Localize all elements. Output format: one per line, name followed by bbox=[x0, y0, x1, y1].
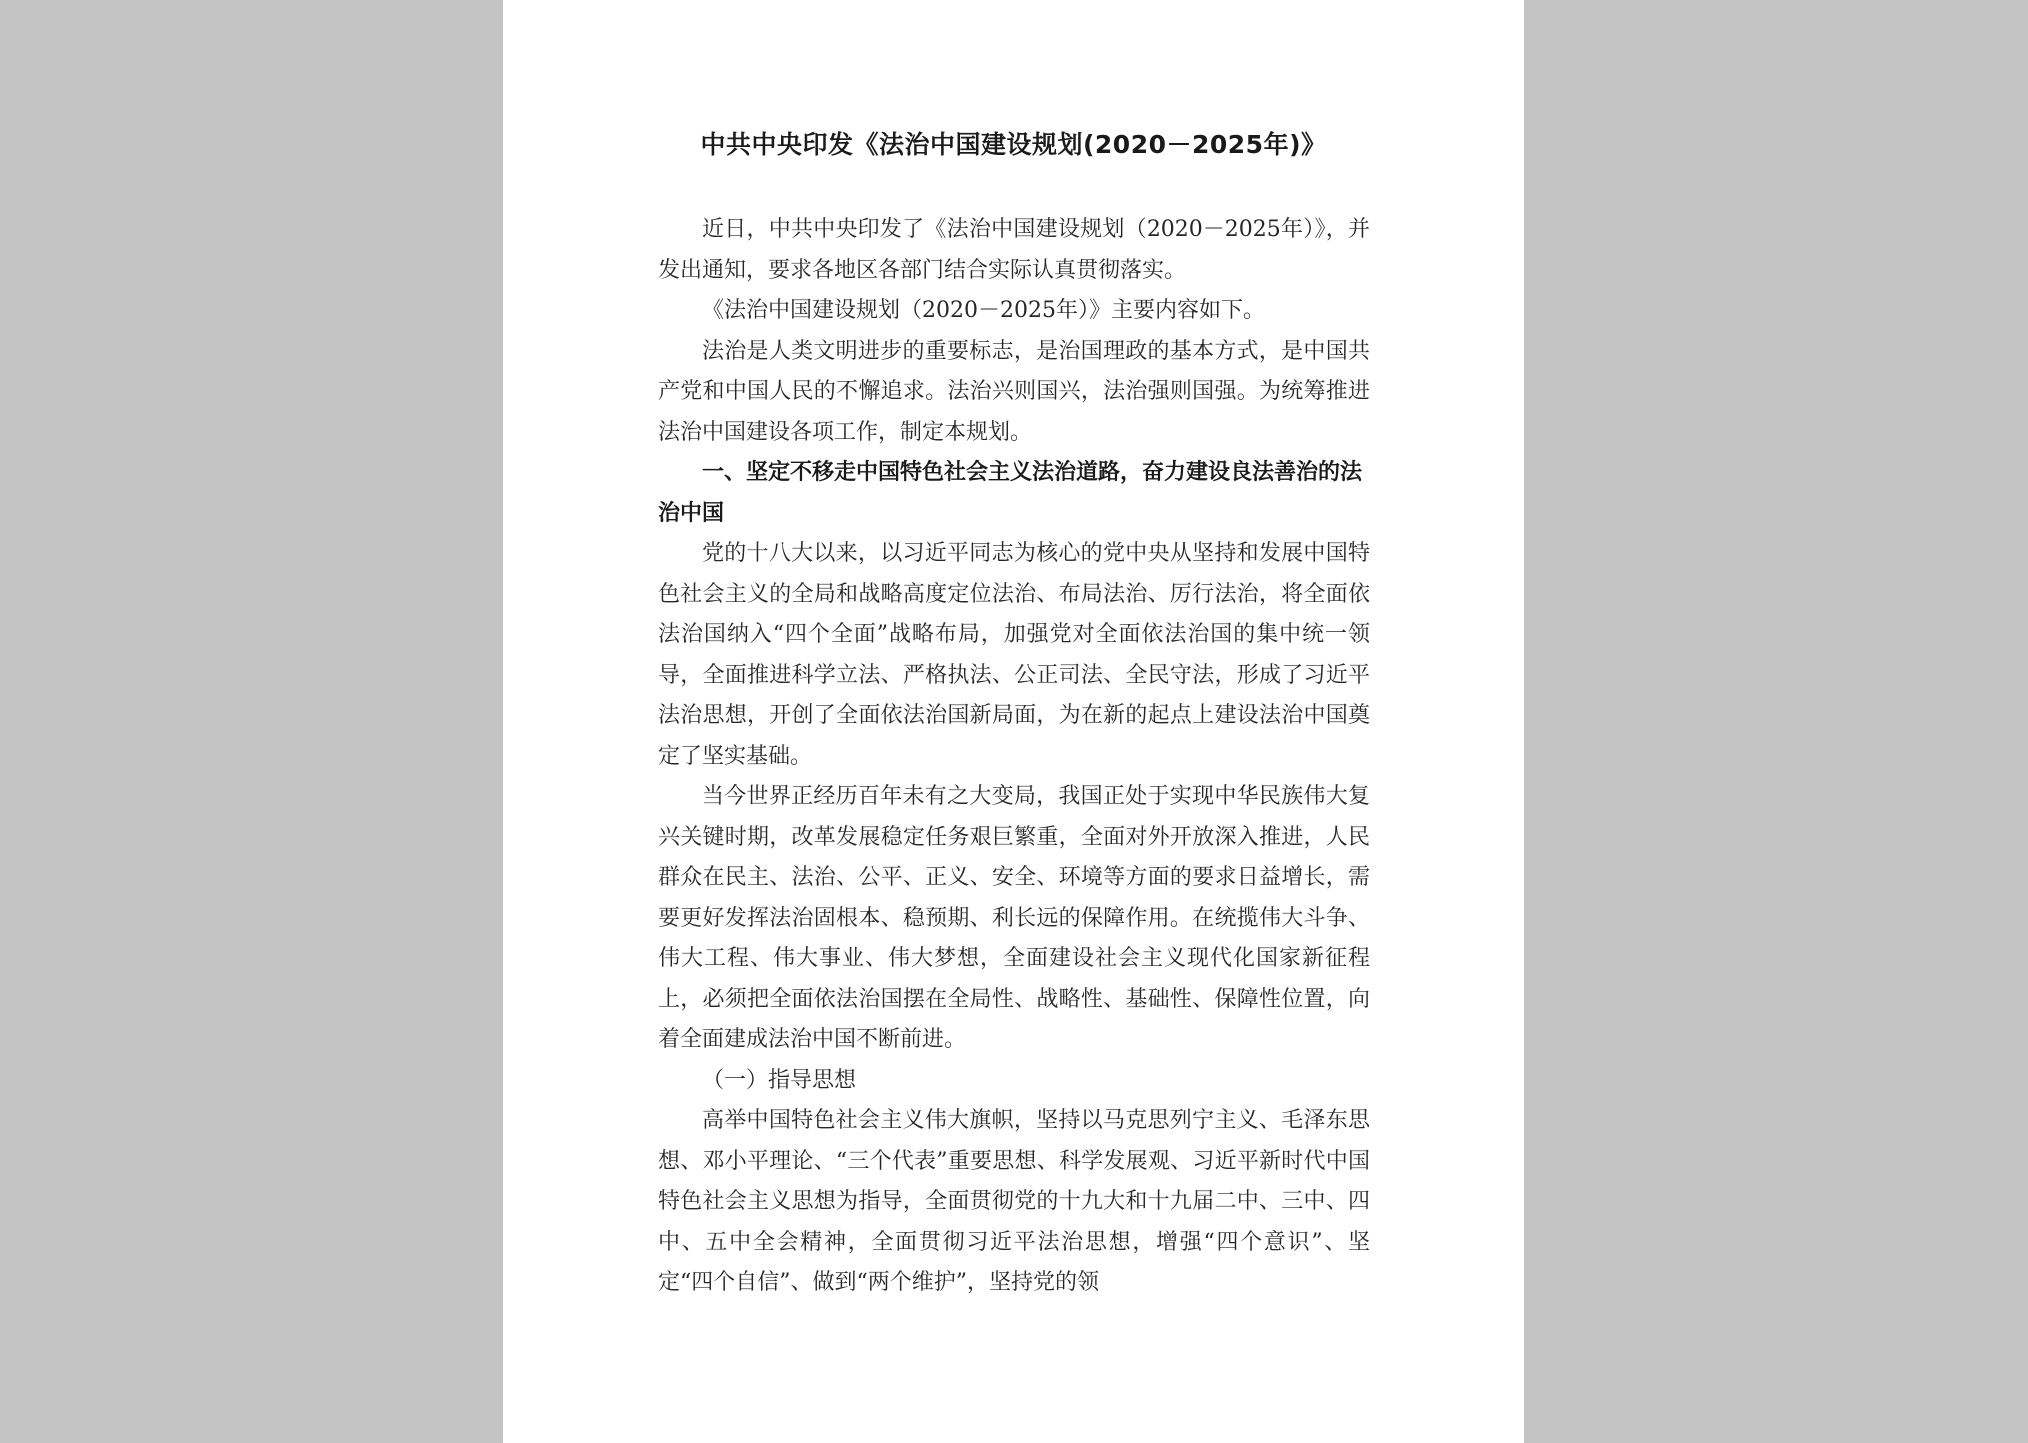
subheading-guiding-thought: （一）指导思想 bbox=[702, 1067, 857, 1093]
paragraph-since-18th: 党的十八大以来，以习近平同志为核心的党中央从坚持和发展中国特色社会主义的全局和战略高度定位法治、布局法治、厉行法治，将全面依法治国纳入“四个全面”战略布局，加强党对全面依法治国的集中统一领导，全面推进科学立法、严格执法、公正司法、全民守法，形成了习近平法治思想，开创了全面依法治国新局面，为在新的起点上建设法治中国奠定了坚实基础。 bbox=[658, 541, 1370, 769]
paragraph-banner: 高举中国特色社会主义伟大旗帜，坚持以马克思列宁主义、毛泽东思想、邓小平理论、“三个代表”重要思想、科学发展观、习近平新时代中国特色社会主义思想为指导，全面贯彻党的十九大和十九届二中、三中、四中、五中全会精神，全面贯彻习近平法治思想，增强“四个意识”、坚定“四个自信”、做到“两个维护”，坚持党的领 bbox=[658, 1108, 1370, 1295]
paragraph-content-lead: 《法治中国建设规划（2020－2025年）》主要内容如下。 bbox=[702, 298, 1265, 323]
section-heading-one: 一、坚定不移走中国特色社会主义法治道路，奋力建设良法善治的法治中国 bbox=[658, 460, 1363, 526]
document-page bbox=[503, 0, 1524, 1443]
paragraph-rule-of-law: 法治是人类文明进步的重要标志，是治国理政的基本方式，是中国共产党和中国人民的不懈追求。法治兴则国兴，法治强则国强。为统筹推进法治中国建设各项工作，制定本规划。 bbox=[658, 338, 1370, 445]
document-title: 中共中央印发《法治中国建设规划(2020－2025年)》 bbox=[700, 130, 1327, 159]
paragraph-intro: 近日，中共中央印发了《法治中国建设规划（2020－2025年）》，并发出通知，要求各地区各部门结合实际认真贯彻落实。 bbox=[658, 217, 1370, 283]
paragraph-current-world: 当今世界正经历百年未有之大变局，我国正处于实现中华民族伟大复兴关键时期，改革发展稳定任务艰巨繁重，全面对外开放深入推进，人民群众在民主、法治、公平、正义、安全、环境等方面的要求日益增长，需要更好发挥法治固根本、稳预期、利长远的保障作用。在统揽伟大斗争、伟大工程、伟大事业、伟大梦想，全面建设社会主义现代化国家新征程上，必须把全面依法治国摆在全局性、战略性、基础性、保障性位置，向着全面建成法治中国不断前进。 bbox=[658, 784, 1370, 1052]
document-body bbox=[658, 210, 1370, 1304]
